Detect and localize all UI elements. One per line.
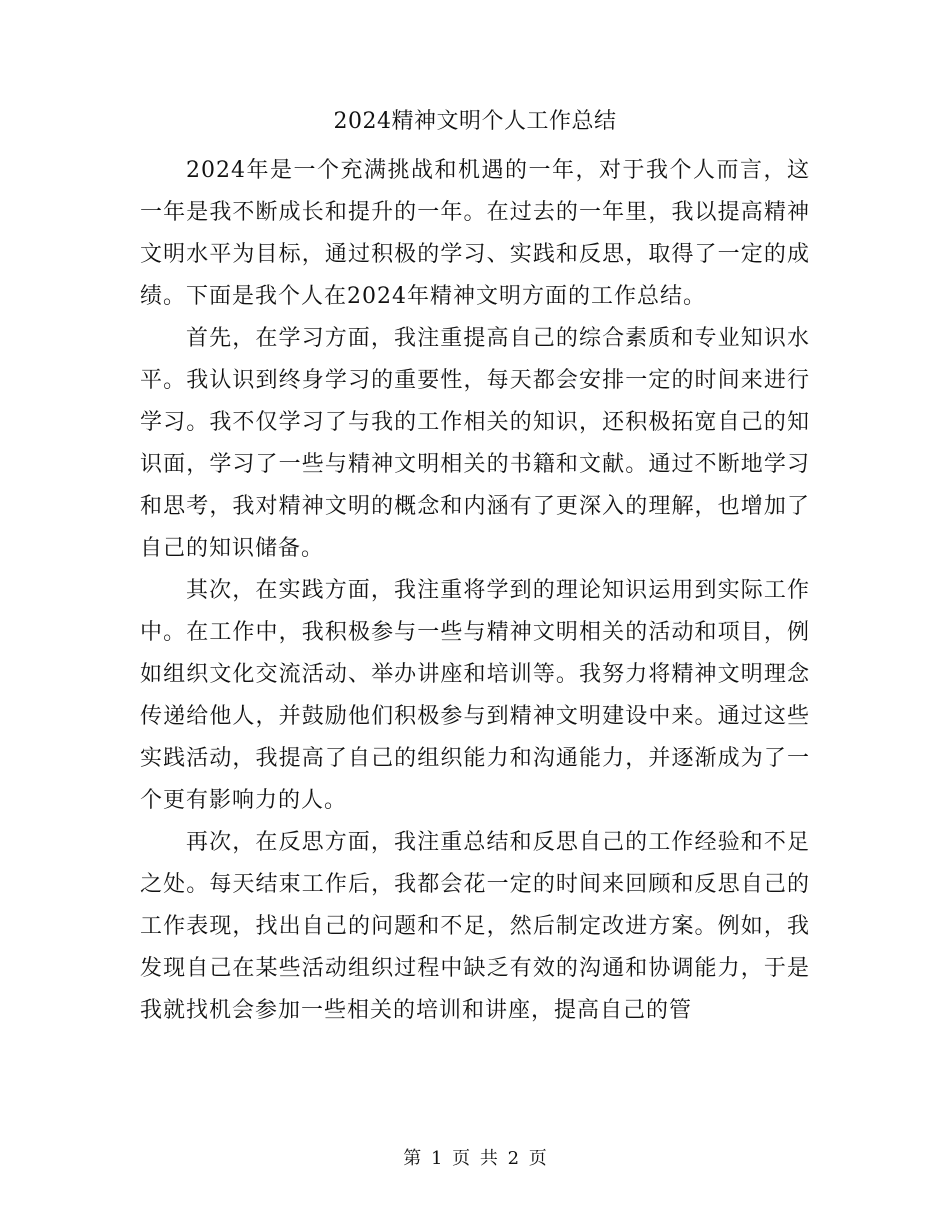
document-title: 2024精神文明个人工作总结 — [333, 109, 617, 134]
paragraph-intro: 2024年是一个充满挑战和机遇的一年，对于我个人而言，这一年是我不断成长和提升的一年。在过去的一年里，我以提高精神文明水平为目标，通过积极的学习、实践和反思，取得了一定的成绩。下面是我个人在2024年精神文明方面的工作总结。 — [140, 158, 810, 309]
paragraph-reflection: 再次，在反思方面，我注重总结和反思自己的工作经验和不足之处。每天结束工作后，我都会花一定的时间来回顾和反思自己的工作表现，找出自己的问题和不足，然后制定改进方案。例如，我发现自己在某些活动组织过程中缺乏有效的沟通和协调能力，于是我就找机会参加一些相关的培训和讲座，提高自己的管 — [140, 830, 810, 1023]
paragraph-study: 首先，在学习方面，我注重提高自己的综合素质和专业知识水平。我认识到终身学习的重要性，每天都会安排一定的时间来进行学习。我不仅学习了与我的工作相关的知识，还积极拓宽自己的知识面，学习了一些与精神文明相关的书籍和文献。通过不断地学习和思考，我对精神文明的概念和内涵有了更深入的理解，也增加了自己的知识储备。 — [140, 326, 810, 561]
page-number-footer: 第 1 页 共 2 页 — [403, 1148, 547, 1169]
paragraph-practice: 其次，在实践方面，我注重将学到的理论知识运用到实际工作中。在工作中，我积极参与一些与精神文明相关的活动和项目，例如组织文化交流活动、举办讲座和培训等。我努力将精神文明理念传递给他人，并鼓励他们积极参与到精神文明建设中来。通过这些实践活动，我提高了自己的组织能力和沟通能力，并逐渐成为了一个更有影响力的人。 — [140, 578, 810, 813]
document-body — [140, 150, 810, 1032]
